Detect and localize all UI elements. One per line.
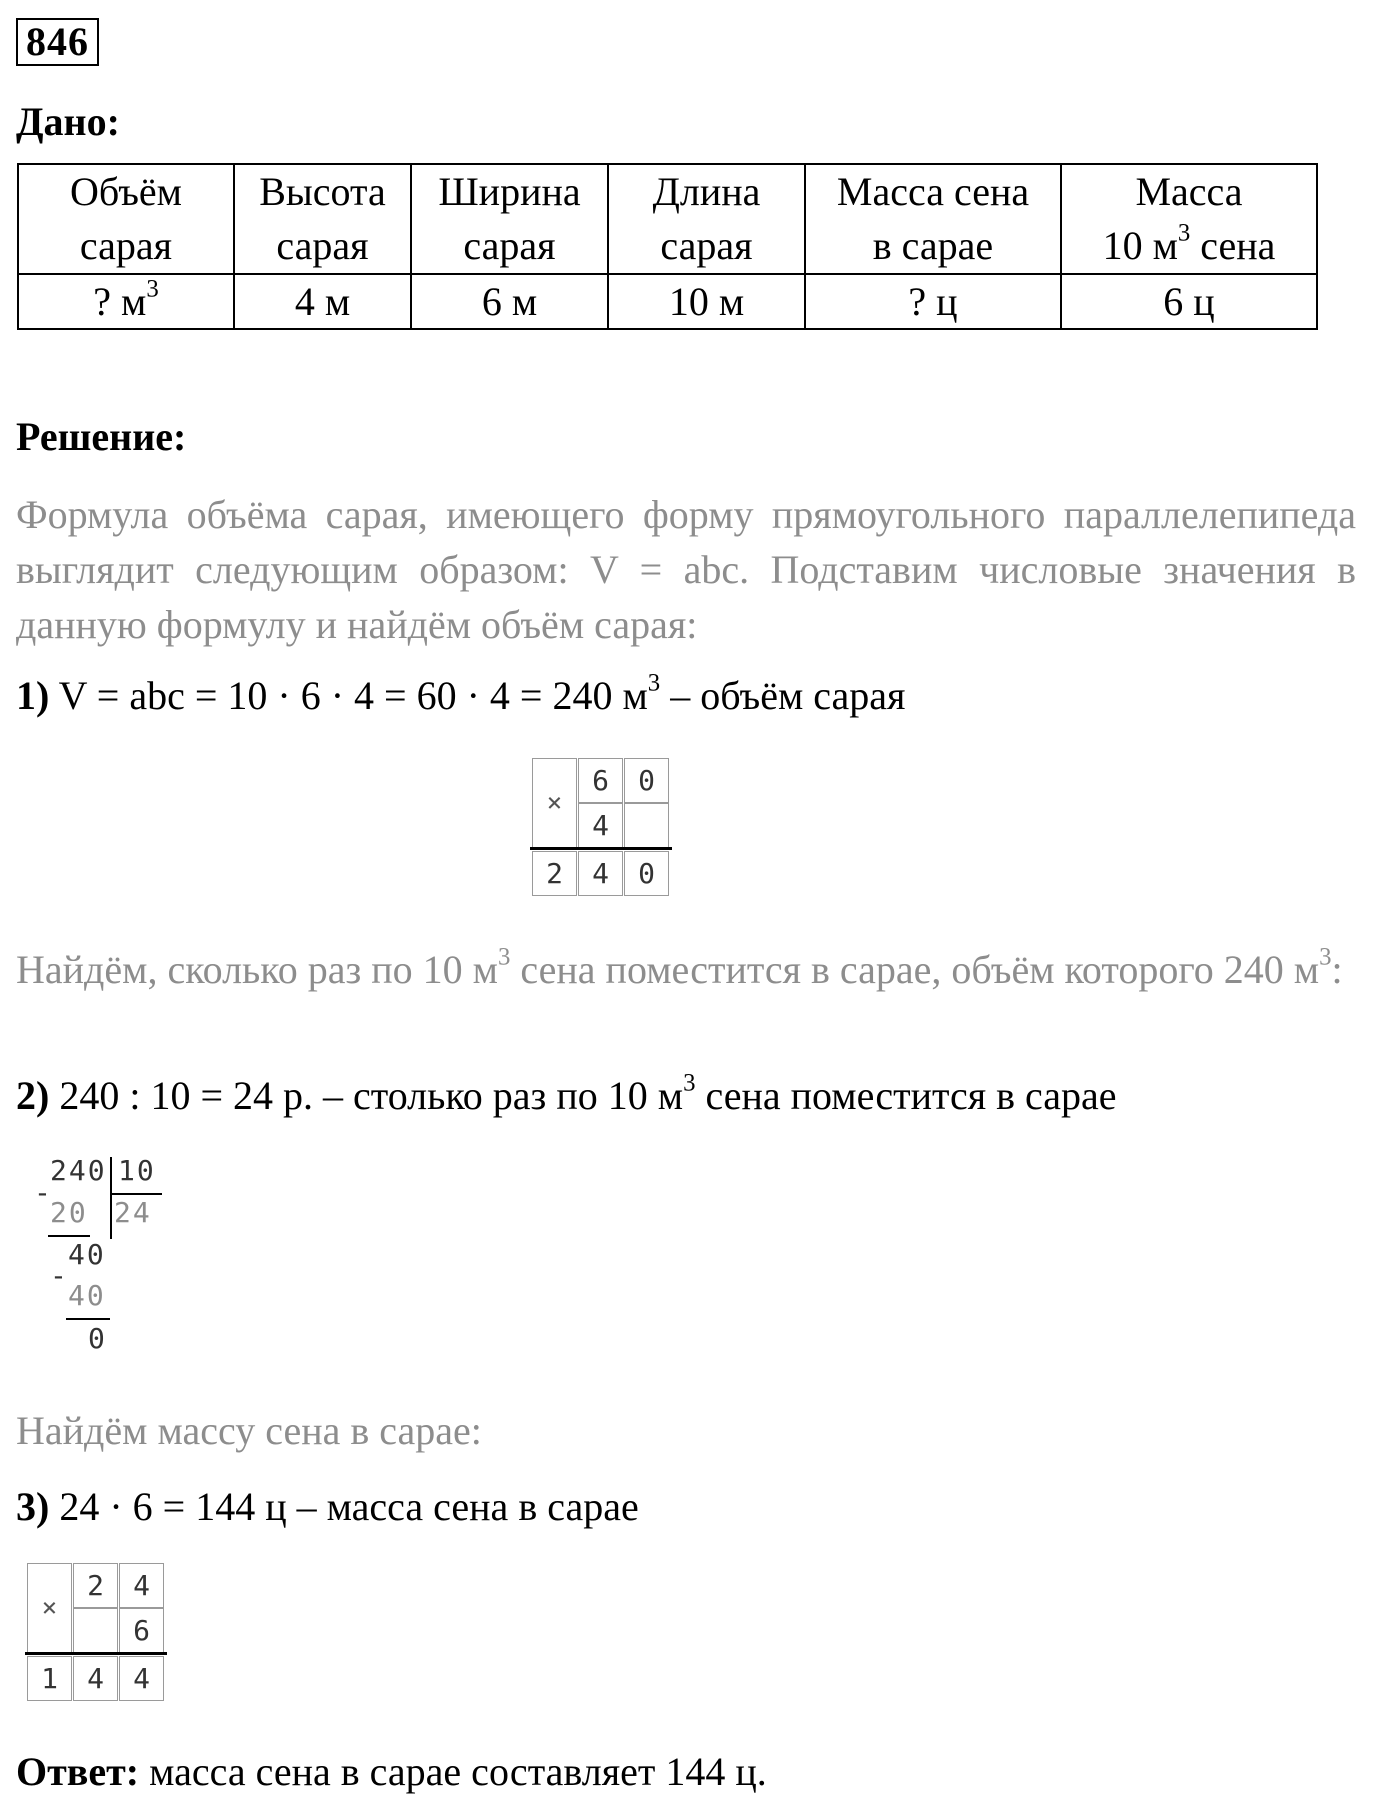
value-volume: ? $м^3$ [18, 274, 234, 329]
given-table [17, 163, 1318, 330]
multiplication-24x6 [27, 1563, 168, 1707]
result-line [25, 1652, 167, 1655]
step-1: 1) V = abc = 10 · 6 · 4 = 60 · 4 = 240 $м^3$ – объём сарая [16, 669, 906, 718]
paragraph-formula: Формула объёма сарая, имеющего форму прямоугольного параллелепипеда выглядит следующим образом: V = abc. Подставим числовые значения в данную формулу и найдём объём сарая: [16, 492, 1356, 647]
multiply-sign: × [532, 758, 577, 848]
header-volume: Объём сарая [18, 164, 234, 274]
digit: 4 [119, 1563, 164, 1608]
multiplication-60x4 [532, 758, 673, 902]
subtrahend-1: 20 [50, 1196, 88, 1229]
digit: 4 [578, 803, 623, 848]
digit: 4 [73, 1656, 118, 1701]
sub-line-1 [48, 1235, 90, 1237]
header-width: Ширина сарая [411, 164, 608, 274]
value-hay-mass: ? ц [805, 274, 1061, 329]
solution-heading: Решение: [16, 414, 187, 459]
minus-sign: - [34, 1176, 53, 1209]
answer: Ответ: масса сена в сарае составляет 144 ц. [16, 1749, 767, 1794]
division-bar [110, 1157, 112, 1239]
value-width: 6 м [411, 274, 608, 329]
subtrahend-2: 40 [68, 1279, 106, 1312]
header-length: Длина сарая [608, 164, 805, 274]
digit: 0 [624, 851, 669, 896]
digit: 2 [532, 851, 577, 896]
task-number: 846 [16, 18, 99, 66]
dividend: 240 [50, 1154, 107, 1187]
table-header-row [18, 164, 1317, 274]
digit [73, 1608, 118, 1653]
digit: 6 [119, 1608, 164, 1653]
digit: 1 [27, 1656, 72, 1701]
digit [624, 803, 669, 848]
value-height: 4 м [234, 274, 411, 329]
digit: 4 [578, 851, 623, 896]
digit: 6 [578, 758, 623, 803]
sub-line-2 [66, 1318, 110, 1320]
remainder-1: 40 [68, 1238, 106, 1271]
table-value-row [18, 274, 1317, 329]
digit: 2 [73, 1563, 118, 1608]
result-line [530, 847, 672, 850]
quotient: 24 [114, 1196, 152, 1229]
value-mass-per-10m3: 6 ц [1061, 274, 1317, 329]
header-mass-per-10m3: Масса 10 $м^3$ сена [1061, 164, 1317, 274]
header-height: Высота сарая [234, 164, 411, 274]
header-hay-mass: Масса сена в сарае [805, 164, 1061, 274]
divisor: 10 [118, 1154, 156, 1187]
multiply-sign: × [27, 1563, 72, 1653]
divisor-underline [112, 1193, 162, 1195]
paragraph-mass: Найдём массу сена в сарае: [16, 1408, 482, 1453]
paragraph-times: Найдём, сколько раз по 10 $м^3$ сена поместится в сарае, объём которого 240 $м^3$: [16, 943, 1343, 992]
minus-sign: - [50, 1259, 69, 1292]
digit: 4 [119, 1656, 164, 1701]
step-3: 3) 24 · 6 = 144 ц – масса сена в сарае [16, 1484, 639, 1529]
given-heading: Дано: [16, 99, 120, 144]
long-division [30, 1155, 170, 1370]
step-2: 2) 240 : 10 = 24 р. – столько раз по 10 $м^3$ сена поместится в сарае [16, 1069, 1117, 1118]
digit: 0 [624, 758, 669, 803]
value-length: 10 м [608, 274, 805, 329]
remainder-2: 0 [88, 1322, 107, 1355]
